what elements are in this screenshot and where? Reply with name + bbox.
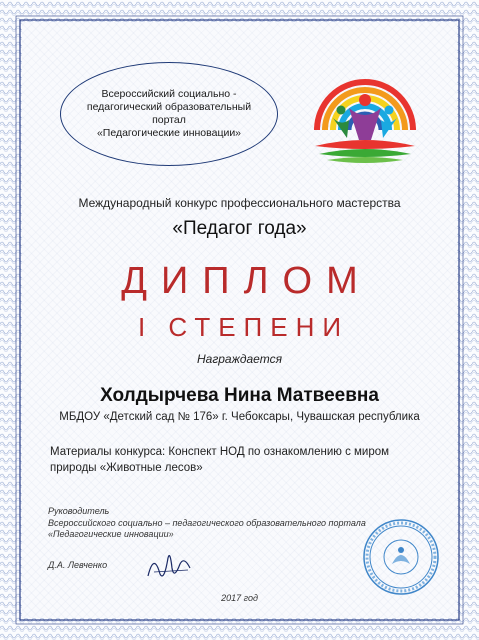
portal-line: портал — [152, 114, 186, 126]
awarded-label: Награждается — [197, 352, 282, 366]
portal-line: Всероссийский социально - — [101, 88, 237, 100]
head-line: Всероссийского социально – педагогического образовательного портала — [48, 517, 366, 528]
contest-title: «Педагог года» — [172, 218, 307, 239]
portal-line: «Педагогические инновации» — [96, 127, 242, 139]
portal-oval — [60, 62, 278, 166]
signature-image — [140, 546, 200, 586]
recipient-organization: МБДОУ «Детский сад № 176» г. Чебоксары, Чувашская республика — [59, 411, 420, 423]
materials-line: природы «Животные лесов» — [50, 462, 203, 474]
contest-name: Международный конкурс профессионального мастерства — [78, 196, 401, 210]
materials-line: Материалы конкурса: Конспект НОД по ознакомлению с миром — [50, 446, 390, 458]
year: 2017 год — [221, 593, 258, 603]
recipient-name: Холдырчева Нина Матвеевна — [100, 385, 379, 406]
head-line: «Педагогические инновации» — [48, 529, 174, 539]
portal-line: педагогический образовательный — [86, 101, 252, 113]
portal-name — [87, 88, 251, 140]
contest-materials — [50, 444, 400, 476]
portal-logo — [305, 60, 425, 180]
portal-seal — [362, 518, 440, 596]
head-line: Руководитель — [48, 506, 110, 516]
head-title — [48, 506, 366, 541]
degree-heading: I СТЕПЕНИ — [137, 312, 350, 342]
signer-name: Д.А. Левченко — [48, 560, 108, 570]
diploma-heading: ДИПЛОМ — [121, 260, 372, 302]
